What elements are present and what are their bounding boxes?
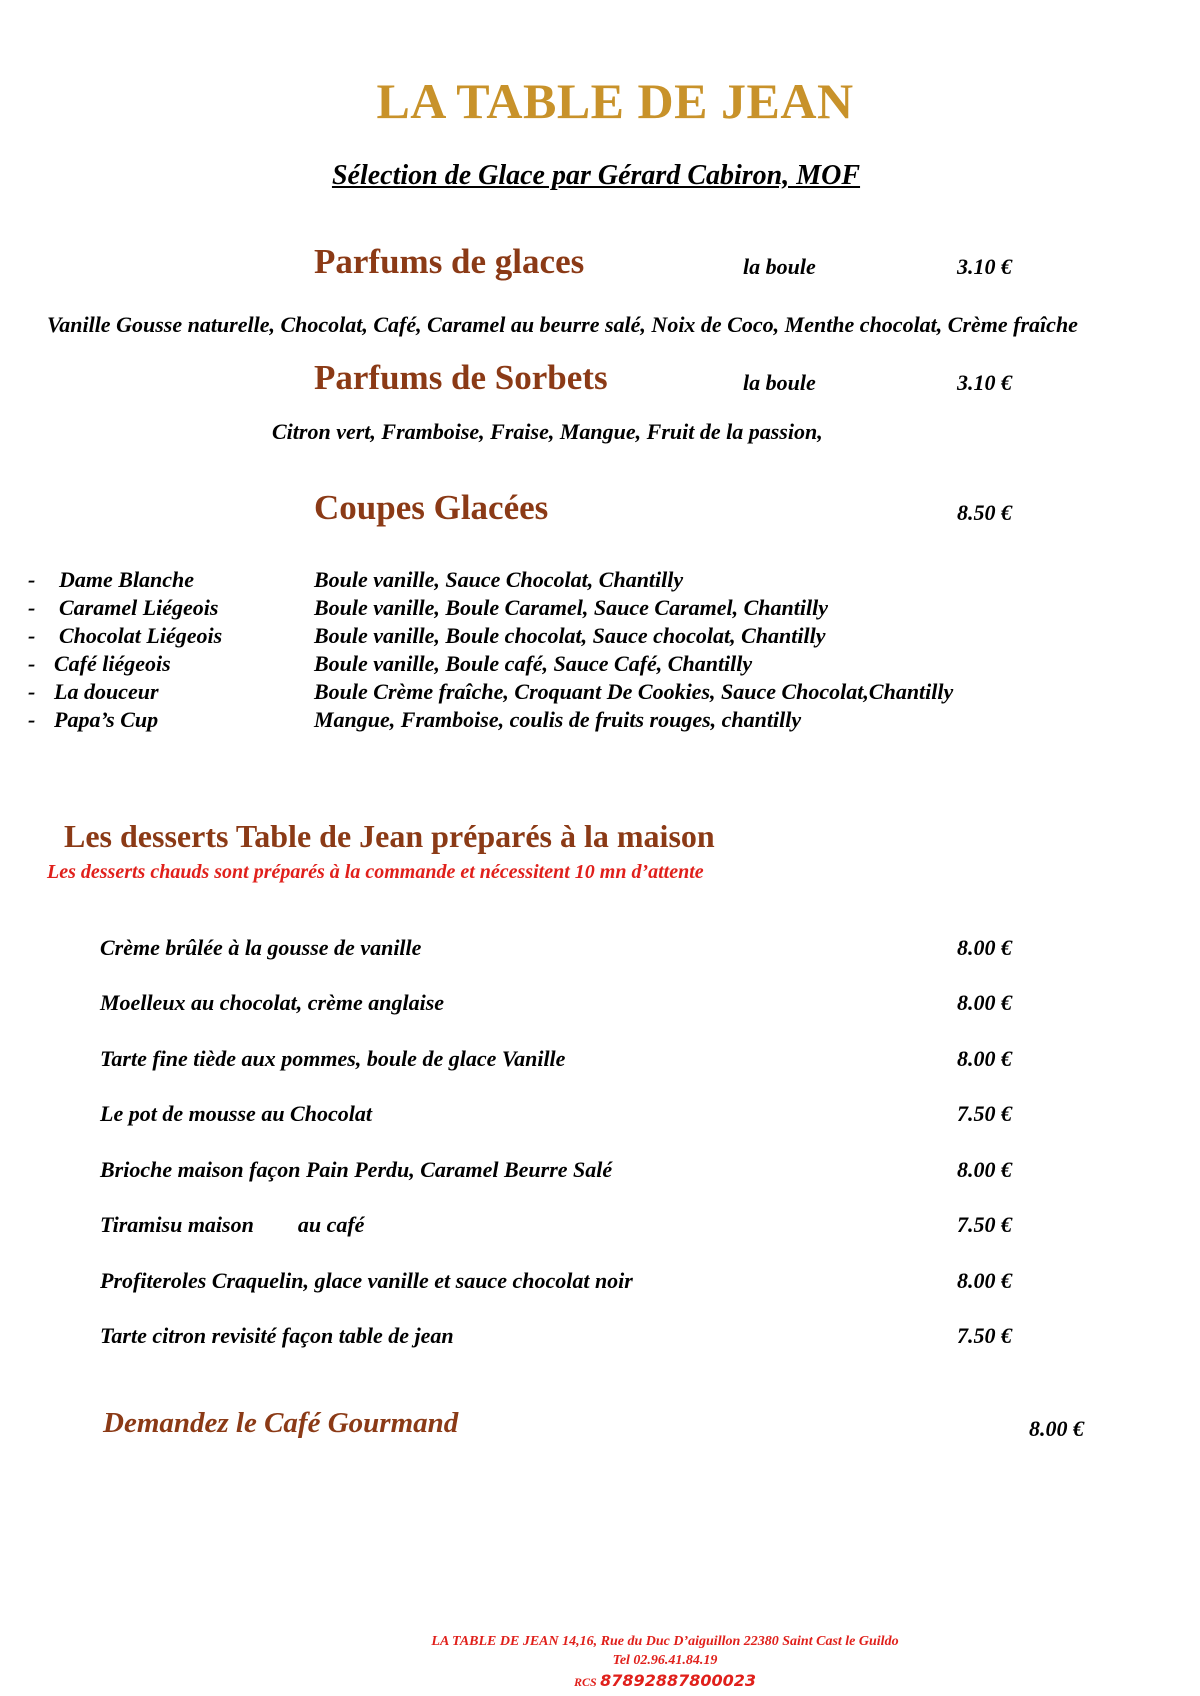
dessert-item xyxy=(100,1268,633,1294)
sorbets-unit: la boule xyxy=(743,370,816,395)
dessert-item xyxy=(100,1212,364,1238)
dessert-item xyxy=(100,1101,372,1127)
coupe-desc: Boule vanille, Boule café, Sauce Café, Chantilly xyxy=(314,651,753,676)
coupe-bullet: - xyxy=(28,567,36,592)
coupe-desc: Boule vanille, Sauce Chocolat, Chantilly xyxy=(314,567,684,592)
dessert-price: 8.00 € xyxy=(957,935,1012,960)
sorbets-price: 3.10 € xyxy=(957,370,1012,395)
desserts-heading: Les desserts Table de Jean préparés à la maison xyxy=(64,818,715,854)
dessert-price: 8.00 € xyxy=(957,990,1012,1015)
glaces-unit: la boule xyxy=(743,254,816,279)
dessert-name: Profiteroles Craquelin, glace vanille et sauce chocolat noir xyxy=(100,1268,633,1293)
coupe-desc: Boule vanille, Boule Caramel, Sauce Caramel, Chantilly xyxy=(314,595,828,620)
coupe-name: Dame Blanche xyxy=(59,567,195,592)
coupe-desc: Boule Crème fraîche, Croquant De Cookies, Sauce Chocolat,Chantilly xyxy=(314,679,954,704)
dessert-name: Brioche maison façon Pain Perdu, Caramel Beurre Salé xyxy=(100,1157,613,1182)
coupe-desc: Boule vanille, Boule chocolat, Sauce chocolat, Chantilly xyxy=(314,623,826,648)
footer-rcs-number: 87892887800023 xyxy=(600,1671,757,1690)
glaces-heading: Parfums de glaces xyxy=(314,242,585,281)
glaces-price: 3.10 € xyxy=(957,254,1012,279)
cafe-gourmand-label: Demandez le Café Gourmand xyxy=(103,1407,459,1439)
dessert-name: Tarte fine tiède aux pommes, boule de glace Vanille xyxy=(100,1046,566,1071)
coupe-name: Chocolat Liégeois xyxy=(59,623,223,648)
coupe-name: La douceur xyxy=(54,679,159,704)
dessert-name: Le pot de mousse au Chocolat xyxy=(100,1101,372,1126)
dessert-price: 7.50 € xyxy=(957,1212,1012,1237)
coupe-name: Café liégeois xyxy=(54,651,171,676)
dessert-item xyxy=(100,935,421,961)
dessert-price: 7.50 € xyxy=(957,1323,1012,1348)
dessert-item xyxy=(100,990,444,1016)
dessert-price: 8.00 € xyxy=(957,1268,1012,1293)
page-subtitle: Sélection de Glace par Gérard Cabiron, MOF xyxy=(331,160,861,191)
coupe-bullet: - xyxy=(28,595,36,620)
page-title: LA TABLE DE JEAN xyxy=(376,73,854,129)
footer-address: LA TABLE DE JEAN 14,16, Rue du Duc D’aiguillon 22380 Saint Cast le Guildo xyxy=(431,1634,899,1649)
coupes-heading: Coupes Glacées xyxy=(314,488,549,527)
coupe-bullet: - xyxy=(28,679,36,704)
dessert-name: Crème brûlée à la gousse de vanille xyxy=(100,935,422,960)
dessert-name: Tiramisu maison au café xyxy=(100,1212,365,1237)
dessert-price: 7.50 € xyxy=(957,1101,1012,1126)
dessert-name: Tarte citron revisité façon table de jean xyxy=(100,1323,454,1348)
coupe-bullet: - xyxy=(28,707,36,732)
coupe-desc: Mangue, Framboise, coulis de fruits rouges, chantilly xyxy=(314,707,802,732)
dessert-item xyxy=(100,1046,565,1072)
footer-rcs-label: RCS xyxy=(573,1675,597,1689)
cafe-gourmand-price: 8.00 € xyxy=(1029,1416,1084,1441)
footer-rcs xyxy=(0,1671,1200,1691)
coupe-bullet: - xyxy=(28,623,36,648)
dessert-price: 8.00 € xyxy=(957,1157,1012,1182)
glaces-flavors: Vanille Gousse naturelle, Chocolat, Café, Caramel au beurre salé, Noix de Coco, Menthe chocolat, Crème fraîche xyxy=(47,312,1078,337)
coupes-price: 8.50 € xyxy=(957,500,1012,525)
coupe-bullet: - xyxy=(28,651,36,676)
sorbets-heading: Parfums de Sorbets xyxy=(314,358,608,397)
dessert-item xyxy=(100,1157,612,1183)
coupe-name: Papa’s Cup xyxy=(54,707,159,732)
desserts-note: Les desserts chauds sont préparés à la commande et nécessitent 10 mn d’attente xyxy=(47,861,704,883)
dessert-price: 8.00 € xyxy=(957,1046,1012,1071)
dessert-item xyxy=(100,1323,454,1349)
coupe-name: Caramel Liégeois xyxy=(59,595,219,620)
dessert-name: Moelleux au chocolat, crème anglaise xyxy=(100,990,445,1015)
footer-tel: Tel 02.96.41.84.19 xyxy=(612,1653,718,1668)
sorbets-flavors: Citron vert, Framboise, Fraise, Mangue, Fruit de la passion, xyxy=(272,419,823,444)
